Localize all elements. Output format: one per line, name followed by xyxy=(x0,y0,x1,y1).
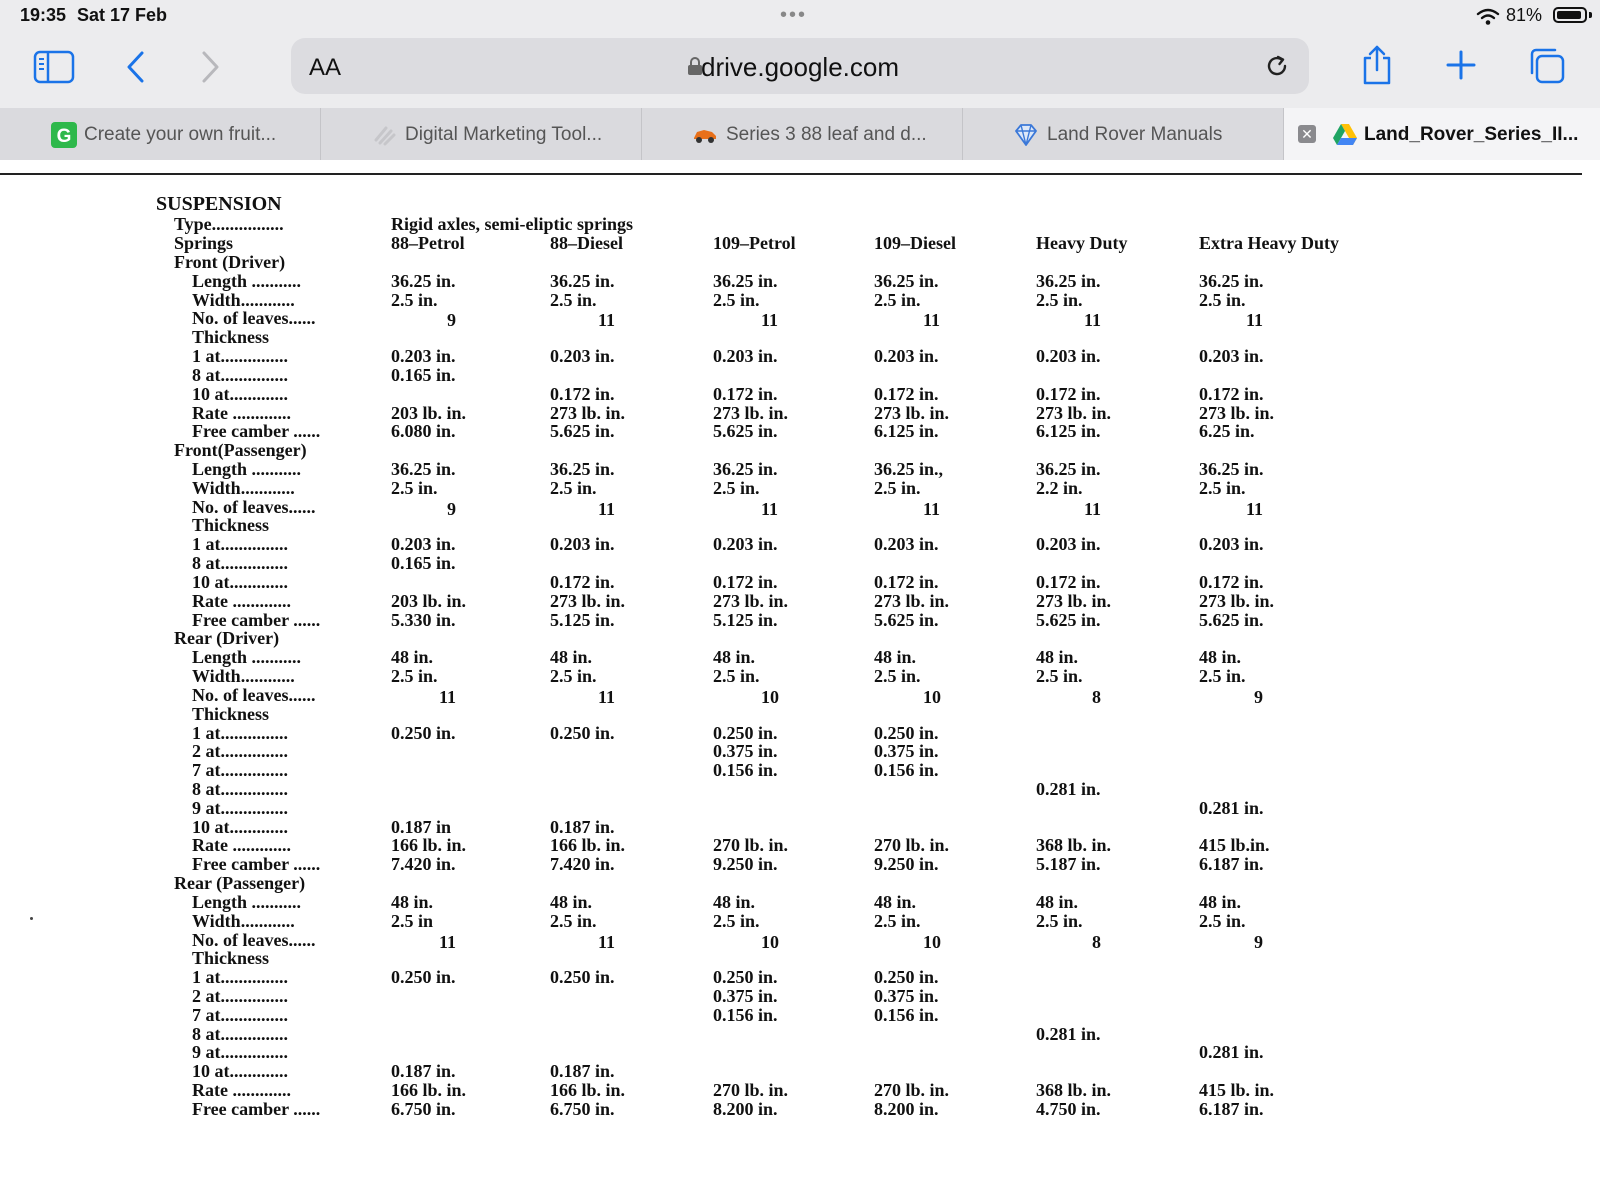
table-cell: 48 in. xyxy=(1036,647,1079,668)
row-label: 8 at............... xyxy=(192,778,288,799)
tab-label: Land_Rover_Series_II... xyxy=(1364,124,1579,145)
table-cell: 166 lb. in. xyxy=(550,835,626,856)
table-cell: 0.250 in. xyxy=(391,967,456,988)
table-cell: 5.625 in. xyxy=(1199,609,1264,630)
column-header: Extra Heavy Duty xyxy=(1199,233,1339,253)
table-cell: 11 xyxy=(439,686,457,707)
table-cell: 0.250 in. xyxy=(550,722,615,743)
table-cell: 0.156 in. xyxy=(713,1004,778,1025)
car-icon xyxy=(692,126,718,144)
table-cell: 273 lb. in. xyxy=(550,590,626,611)
table-cell: 166 lb. in. xyxy=(550,1080,626,1101)
table-cell: 0.187 in xyxy=(391,816,452,837)
row-label: 7 at............... xyxy=(192,1004,288,1025)
table-cell: 48 in. xyxy=(391,647,434,668)
table-cell: 11 xyxy=(598,310,616,331)
table-cell: 0.165 in. xyxy=(391,553,456,574)
type-label: Type................ xyxy=(174,214,284,234)
table-cell: 5.125 in. xyxy=(550,609,615,630)
table-cell: 0.203 in. xyxy=(1036,346,1101,367)
text-size-button[interactable]: AA xyxy=(309,54,342,81)
table-cell: 0.203 in. xyxy=(874,346,939,367)
green-g-icon xyxy=(51,122,77,148)
table-cell: 2.5 in. xyxy=(391,477,438,498)
table-cell: 273 lb. in. xyxy=(1199,590,1275,611)
row-label: Rate ............. xyxy=(192,402,291,423)
table-cell: 11 xyxy=(1084,498,1102,519)
table-cell: 2.5 in. xyxy=(1036,289,1083,310)
table-cell: 270 lb. in. xyxy=(713,835,789,856)
table-cell: 9 xyxy=(447,498,456,519)
row-label: No. of leaves...... xyxy=(192,308,316,329)
back-icon[interactable] xyxy=(124,50,148,84)
row-label: 1 at............... xyxy=(192,967,288,988)
table-cell: 166 lb. in. xyxy=(391,1080,467,1101)
table-cell: 9 xyxy=(447,310,456,331)
table-cell: 0.187 in. xyxy=(391,1061,456,1082)
column-header: 109–Diesel xyxy=(874,233,956,253)
table-cell: 2.5 in. xyxy=(391,666,438,687)
table-cell: 5.125 in. xyxy=(713,609,778,630)
table-cell: 0.250 in. xyxy=(391,722,456,743)
table-cell: 10 xyxy=(923,686,941,707)
column-header: 109–Petrol xyxy=(713,233,796,253)
group-label: Front(Passenger) xyxy=(174,440,307,461)
table-cell: 2.5 in. xyxy=(1199,477,1246,498)
tab-overview-icon[interactable] xyxy=(1528,47,1566,85)
table-cell: 6.187 in. xyxy=(1199,854,1264,875)
table-cell: 0.172 in. xyxy=(1199,571,1264,592)
table-cell: 7.420 in. xyxy=(391,854,456,875)
table-cell: 11 xyxy=(598,498,616,519)
row-label: Width............ xyxy=(192,910,295,931)
column-header: 88–Petrol xyxy=(391,233,465,253)
status-date: Sat 17 Feb xyxy=(77,5,168,25)
table-cell: 273 lb. in. xyxy=(1036,402,1112,423)
table-cell: 0.250 in. xyxy=(550,967,615,988)
table-cell: 2.5 in. xyxy=(1036,666,1083,687)
row-label: Width............ xyxy=(192,289,295,310)
table-cell: 0.156 in. xyxy=(874,1004,939,1025)
row-label: Length ........... xyxy=(192,270,302,291)
table-cell: 2.5 in. xyxy=(713,666,760,687)
table-cell: 0.203 in. xyxy=(1199,346,1264,367)
table-cell: 36.25 in. xyxy=(550,459,615,480)
table-cell: 6.125 in. xyxy=(1036,421,1101,442)
row-label: Free camber ...... xyxy=(192,609,321,630)
table-cell: 273 lb. in. xyxy=(1199,402,1275,423)
swirl-icon xyxy=(372,122,398,148)
row-label: Width............ xyxy=(192,666,295,687)
table-cell: 11 xyxy=(923,310,941,331)
table-cell: 0.375 in. xyxy=(874,985,939,1006)
table-cell: 6.080 in. xyxy=(391,421,456,442)
row-label: Rate ............. xyxy=(192,1080,291,1101)
table-cell: 0.203 in. xyxy=(550,534,615,555)
table-cell: 5.625 in. xyxy=(713,421,778,442)
row-label: 1 at............... xyxy=(192,534,288,555)
table-cell: 0.172 in. xyxy=(550,383,615,404)
table-cell: 0.203 in. xyxy=(874,534,939,555)
table-cell: 48 in. xyxy=(550,891,593,912)
table-cell: 0.203 in. xyxy=(713,534,778,555)
table-cell: 36.25 in. xyxy=(1199,459,1264,480)
table-cell: 6.125 in. xyxy=(874,421,939,442)
table-cell: 48 in. xyxy=(391,891,434,912)
table-cell: 36.25 in., xyxy=(874,459,944,480)
table-cell: 11 xyxy=(1246,310,1264,331)
row-label: 1 at............... xyxy=(192,722,288,743)
table-cell: 6.750 in. xyxy=(391,1098,456,1119)
table-cell: 0.172 in. xyxy=(874,383,939,404)
table-cell: 0.172 in. xyxy=(713,571,778,592)
table-cell: 11 xyxy=(923,498,941,519)
row-label: Free camber ...... xyxy=(192,1098,321,1119)
row-label: Rate ............. xyxy=(192,835,291,856)
column-header: Heavy Duty xyxy=(1036,233,1128,253)
table-cell: 270 lb. in. xyxy=(874,1080,950,1101)
table-cell: 0.281 in. xyxy=(1036,778,1101,799)
new-tab-icon[interactable] xyxy=(1446,50,1476,80)
table-cell: 0.203 in. xyxy=(1199,534,1264,555)
google-drive-icon xyxy=(1332,123,1358,146)
table-cell: 11 xyxy=(439,931,457,952)
tab-series-3-88[interactable] xyxy=(642,108,963,160)
table-cell: 273 lb. in. xyxy=(713,402,789,423)
status-bar xyxy=(0,0,1600,32)
table-cell: 2.5 in. xyxy=(1199,910,1246,931)
svg-text:G: G xyxy=(56,126,72,147)
table-cell: 36.25 in. xyxy=(874,270,939,291)
table-cell: 10 xyxy=(923,931,941,952)
table-cell: 8.200 in. xyxy=(874,1098,939,1119)
row-label: 8 at............... xyxy=(192,553,288,574)
table-cell: 0.172 in. xyxy=(1036,571,1101,592)
table-cell: 2.5 in. xyxy=(713,477,760,498)
table-cell: 2.5 in. xyxy=(1036,910,1083,931)
table-cell: 2.5 in. xyxy=(1199,289,1246,310)
row-label: Length ........... xyxy=(192,647,302,668)
table-cell: 6.25 in. xyxy=(1199,421,1255,442)
table-cell: 368 lb. in. xyxy=(1036,835,1112,856)
multitasking-dots-icon[interactable]: ••• xyxy=(780,4,808,26)
table-cell: 0.281 in. xyxy=(1199,1042,1264,1063)
table-cell: 0.172 in. xyxy=(874,571,939,592)
table-cell: 36.25 in. xyxy=(391,270,456,291)
table-cell: 0.203 in. xyxy=(391,346,456,367)
row-label: Thickness xyxy=(192,327,270,348)
row-label: 10 at............. xyxy=(192,571,288,592)
row-label: No. of leaves...... xyxy=(192,496,316,517)
row-label: 8 at............... xyxy=(192,1023,288,1044)
table-cell: 273 lb. in. xyxy=(713,590,789,611)
table-cell: 0.156 in. xyxy=(874,760,939,781)
table-cell: 48 in. xyxy=(874,891,917,912)
row-label: Thickness xyxy=(192,948,270,969)
browser-toolbar xyxy=(0,32,1600,108)
address-bar[interactable] xyxy=(291,38,1309,94)
table-cell: 5.330 in. xyxy=(391,609,456,630)
table-cell: 10 xyxy=(761,931,779,952)
table-cell: 273 lb. in. xyxy=(550,402,626,423)
group-label: Rear (Passenger) xyxy=(174,873,306,894)
table-cell: 5.625 in. xyxy=(1036,609,1101,630)
table-cell: 5.187 in. xyxy=(1036,854,1101,875)
table-cell: 0.187 in. xyxy=(550,1061,615,1082)
type-value: Rigid axles, semi-eliptic springs xyxy=(391,214,633,234)
table-cell: 5.625 in. xyxy=(550,421,615,442)
table-cell: 48 in. xyxy=(550,647,593,668)
table-cell: 10 xyxy=(761,686,779,707)
url-text: drive.google.com xyxy=(701,52,899,82)
springs-label: Springs xyxy=(174,233,234,253)
row-label: 10 at............. xyxy=(192,1061,288,1082)
tab-label: Land Rover Manuals xyxy=(1047,124,1223,145)
table-cell: 6.187 in. xyxy=(1199,1098,1264,1119)
table-cell: 0.203 in. xyxy=(391,534,456,555)
table-cell: 203 lb. in. xyxy=(391,590,467,611)
sidebar-icon[interactable] xyxy=(33,50,75,84)
tab-label: Digital Marketing Tool... xyxy=(405,124,603,145)
table-cell: 9.250 in. xyxy=(874,854,939,875)
row-label: Thickness xyxy=(192,515,270,536)
table-cell: 2.5 in. xyxy=(713,289,760,310)
table-cell: 0.375 in. xyxy=(713,985,778,1006)
share-icon[interactable] xyxy=(1360,44,1394,86)
table-cell: 11 xyxy=(598,686,616,707)
section-title: SUSPENSION xyxy=(156,193,282,215)
table-cell: 2.5 in. xyxy=(550,477,597,498)
table-cell: 48 in. xyxy=(713,647,756,668)
table-cell: 48 in. xyxy=(713,891,756,912)
row-label: 2 at............... xyxy=(192,985,288,1006)
table-cell: 36.25 in. xyxy=(1036,459,1101,480)
table-cell: 2.5 in. xyxy=(550,289,597,310)
row-label: No. of leaves...... xyxy=(192,929,316,950)
table-cell: 5.625 in. xyxy=(874,609,939,630)
tab-label: Create your own fruit... xyxy=(84,124,277,145)
table-cell: 36.25 in. xyxy=(713,459,778,480)
row-label: Free camber ...... xyxy=(192,421,321,442)
row-label: Thickness xyxy=(192,703,270,724)
close-tab-icon[interactable]: ✕ xyxy=(1298,125,1316,143)
row-label: 8 at............... xyxy=(192,364,288,385)
row-label: No. of leaves...... xyxy=(192,684,316,705)
table-cell: 0.187 in. xyxy=(550,816,615,837)
table-cell: 2.2 in. xyxy=(1036,477,1083,498)
table-cell: 2.5 in. xyxy=(874,289,921,310)
table-cell: 7.420 in. xyxy=(550,854,615,875)
diamond-icon xyxy=(1013,122,1039,148)
table-cell: 0.172 in. xyxy=(1036,383,1101,404)
table-cell: 2.5 in. xyxy=(391,289,438,310)
table-cell: 2.5 in. xyxy=(874,477,921,498)
tab-bar xyxy=(0,108,1600,160)
table-cell: 48 in. xyxy=(1036,891,1079,912)
row-label: 2 at............... xyxy=(192,741,288,762)
table-cell: 2.5 in. xyxy=(550,666,597,687)
row-label: 9 at............... xyxy=(192,797,288,818)
table-cell: 270 lb. in. xyxy=(874,835,950,856)
tab-digital-marketing[interactable] xyxy=(321,108,642,160)
row-label: 7 at............... xyxy=(192,760,288,781)
table-cell: 273 lb. in. xyxy=(874,402,950,423)
table-cell: 0.172 in. xyxy=(550,571,615,592)
table-cell: 2.5 in. xyxy=(1199,666,1246,687)
row-label: 9 at............... xyxy=(192,1042,288,1063)
table-cell: 0.203 in. xyxy=(1036,534,1101,555)
pdf-page xyxy=(0,180,1600,1200)
table-cell: 0.281 in. xyxy=(1199,797,1264,818)
tab-create-fruit[interactable] xyxy=(0,108,321,160)
battery-icon xyxy=(1553,7,1587,23)
table-cell: 0.250 in. xyxy=(713,967,778,988)
table-cell: 0.156 in. xyxy=(713,760,778,781)
table-cell: 2.5 in. xyxy=(874,666,921,687)
table-cell: 11 xyxy=(761,498,779,519)
row-label: 1 at............... xyxy=(192,346,288,367)
page-top-rule xyxy=(0,173,1582,175)
table-cell: 0.203 in. xyxy=(550,346,615,367)
table-cell: 8 xyxy=(1092,686,1101,707)
group-label: Rear (Driver) xyxy=(174,628,280,649)
group-label: Front (Driver) xyxy=(174,252,286,272)
table-cell: 36.25 in. xyxy=(1199,270,1264,291)
table-cell: 166 lb. in. xyxy=(391,835,467,856)
table-cell: 0.172 in. xyxy=(713,383,778,404)
table-cell: 0.281 in. xyxy=(1036,1023,1101,1044)
tab-label: Series 3 88 leaf and d... xyxy=(726,124,927,145)
table-cell: 9.250 in. xyxy=(713,854,778,875)
table-cell: 2.5 in. xyxy=(874,910,921,931)
battery-percent: 81% xyxy=(1506,5,1543,25)
table-cell: 0.375 in. xyxy=(713,741,778,762)
table-cell: 0.203 in. xyxy=(713,346,778,367)
table-cell: 203 lb. in. xyxy=(391,402,467,423)
status-time: 19:35 xyxy=(20,5,67,25)
table-cell: 368 lb. in. xyxy=(1036,1080,1112,1101)
table-cell: 11 xyxy=(761,310,779,331)
table-cell: 8.200 in. xyxy=(713,1098,778,1119)
forward-icon[interactable] xyxy=(198,50,222,84)
table-cell: 36.25 in. xyxy=(550,270,615,291)
table-cell: 11 xyxy=(1084,310,1102,331)
table-cell: 9 xyxy=(1254,931,1263,952)
table-cell: 0.250 in. xyxy=(874,967,939,988)
row-label: 10 at............. xyxy=(192,383,288,404)
table-cell: 270 lb. in. xyxy=(713,1080,789,1101)
table-cell: 0.165 in. xyxy=(391,364,456,385)
table-cell: 6.750 in. xyxy=(550,1098,615,1119)
row-label: Free camber ...... xyxy=(192,854,321,875)
table-cell: 48 in. xyxy=(1199,647,1242,668)
table-cell: 48 in. xyxy=(1199,891,1242,912)
tab-land-rover-series-pdf[interactable] xyxy=(1284,108,1600,160)
row-label: Rate ............. xyxy=(192,590,291,611)
table-cell: 0.250 in. xyxy=(713,722,778,743)
tab-land-rover-manuals[interactable] xyxy=(963,108,1284,160)
table-cell: 2.5 in xyxy=(391,910,434,931)
table-cell: 36.25 in. xyxy=(713,270,778,291)
table-cell: 48 in. xyxy=(874,647,917,668)
table-cell: 0.250 in. xyxy=(874,722,939,743)
table-cell: 4.750 in. xyxy=(1036,1098,1101,1119)
wifi-icon xyxy=(1476,8,1500,26)
table-cell: 415 lb.in. xyxy=(1199,835,1270,856)
table-cell: 36.25 in. xyxy=(1036,270,1101,291)
table-cell: 2.5 in. xyxy=(550,910,597,931)
table-cell: 273 lb. in. xyxy=(1036,590,1112,611)
table-cell: 8 xyxy=(1092,931,1101,952)
table-cell: 0.172 in. xyxy=(1199,383,1264,404)
table-cell: 11 xyxy=(1246,498,1264,519)
table-cell: 415 lb. in. xyxy=(1199,1080,1275,1101)
row-label: Length ........... xyxy=(192,459,302,480)
table-cell: 0.375 in. xyxy=(874,741,939,762)
table-cell: 9 xyxy=(1254,686,1263,707)
table-cell: 273 lb. in. xyxy=(874,590,950,611)
table-cell: 2.5 in. xyxy=(713,910,760,931)
column-header: 88–Diesel xyxy=(550,233,623,253)
row-label: Length ........... xyxy=(192,891,302,912)
table-cell: 11 xyxy=(598,931,616,952)
reload-icon[interactable] xyxy=(1263,52,1291,80)
row-label: 10 at............. xyxy=(192,816,288,837)
row-label: Width............ xyxy=(192,477,295,498)
table-cell: 36.25 in. xyxy=(391,459,456,480)
